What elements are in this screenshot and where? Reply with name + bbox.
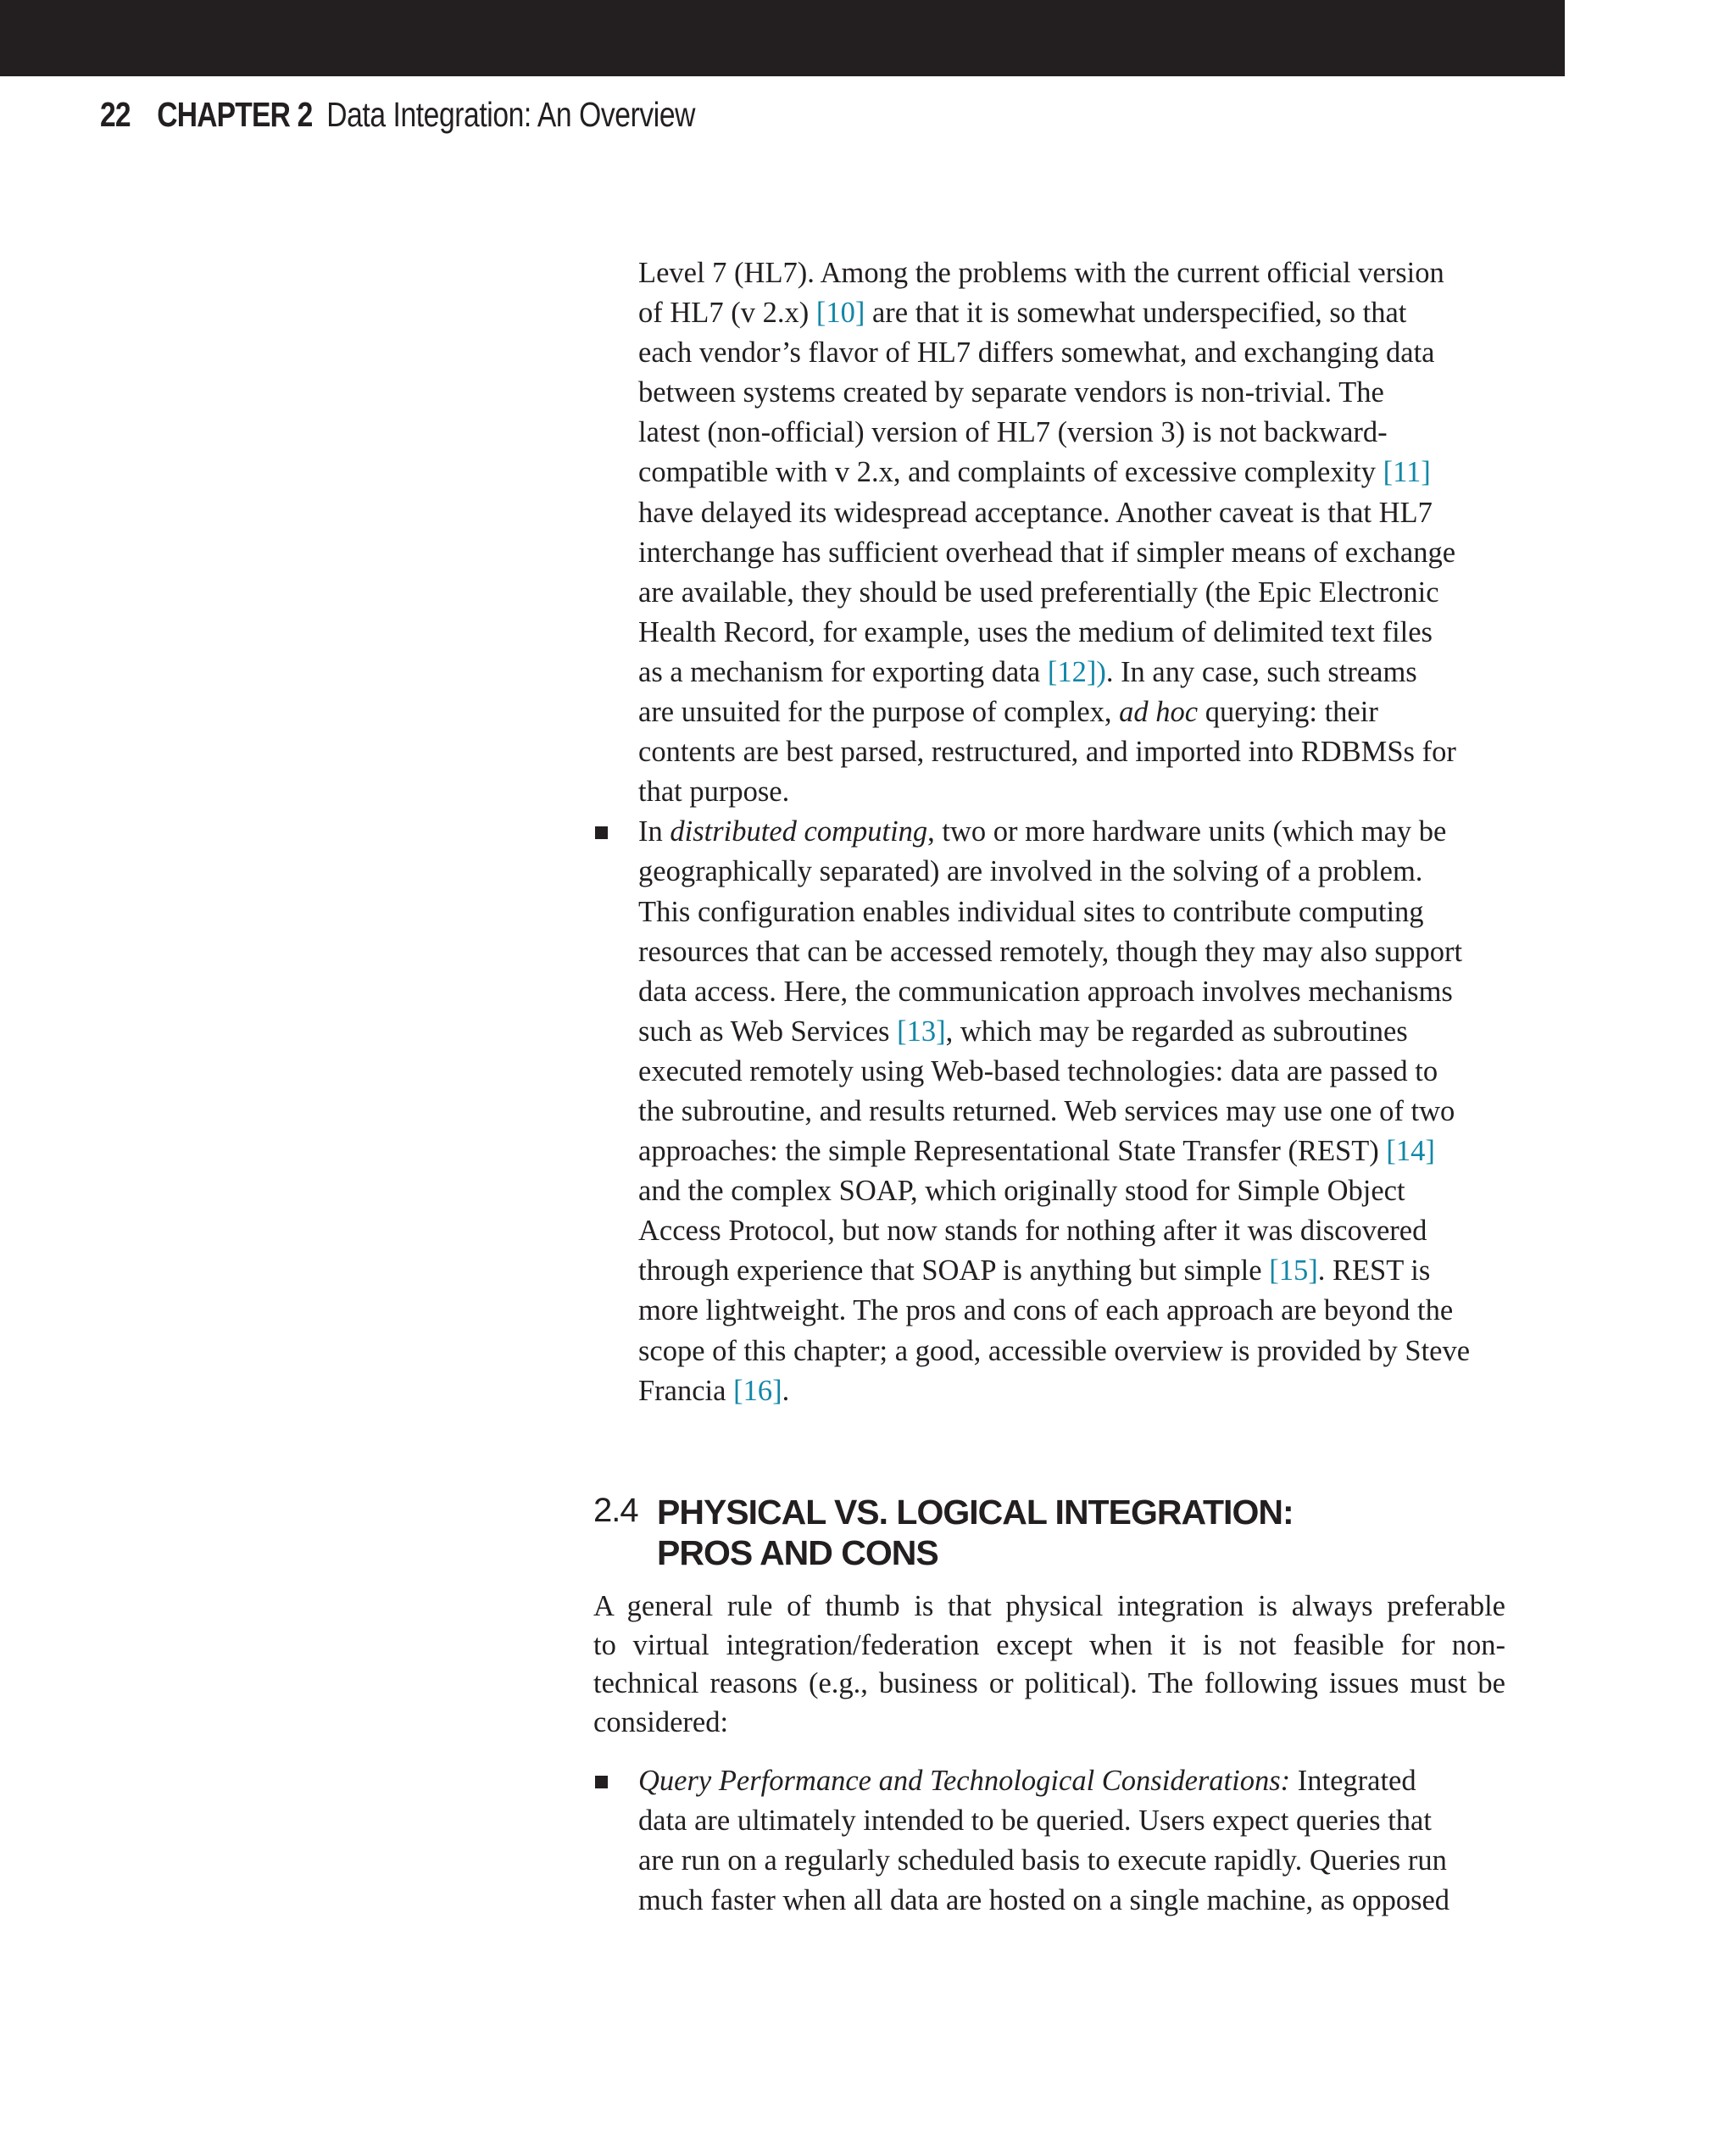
paragraph-line: technical reasons (e.g., business or political). The following issues must be [593, 1667, 1505, 1699]
text-line [593, 1332, 1509, 1371]
text-span: interchange has sufficient overhead that if simpler means of exchange [638, 536, 1456, 569]
text-line [593, 1371, 1509, 1411]
text-span: . In any case, such streams [1105, 655, 1417, 688]
text-line [593, 613, 1509, 653]
citation-link[interactable]: [10] [815, 297, 865, 330]
text-span: resources that can be accessed remotely, though they may also support [638, 935, 1463, 968]
top-bar [0, 0, 1565, 76]
text-span: between systems created by separate vendors is non-trivial. The [638, 376, 1384, 409]
section-title [657, 1492, 1294, 1573]
section-number: 2.4 [593, 1492, 638, 1529]
text-span: geographically separated) are involved in the solving of a problem. [638, 855, 1423, 888]
text-line [593, 1012, 1509, 1052]
citation-link[interactable]: [15] [1269, 1254, 1318, 1287]
text-line [593, 1251, 1509, 1291]
text-span: data access. Here, the communication approach involves mechanisms [638, 975, 1453, 1008]
text-span: latest (non-official) version of HL7 (version 3) is not backward- [638, 416, 1388, 449]
text-span: that purpose. [638, 776, 790, 809]
text-span: executed remotely using Web-based technologies: data are passed to [638, 1054, 1438, 1087]
italic-text: ad hoc [1119, 696, 1199, 729]
text-span: contents are best parsed, restructured, and imported into RDBMSs for [638, 736, 1456, 769]
paragraph-line: to virtual integration/federation except when it is not feasible for non- [593, 1628, 1505, 1661]
text-line [593, 1291, 1509, 1331]
text-line [593, 772, 1509, 812]
citation-link[interactable]: [12]) [1047, 655, 1106, 688]
text-span: scope of this chapter; a good, accessible overview is provided by Steve [638, 1334, 1471, 1367]
text-line [593, 812, 1509, 852]
body-block [593, 253, 1509, 1411]
text-line [593, 732, 1509, 772]
section-paragraph [593, 1588, 1505, 1742]
text-line [593, 333, 1509, 373]
text-span: and the complex SOAP, which originally stood for Simple Object [638, 1175, 1405, 1208]
text-span: more lightweight. The pros and cons of each approach are beyond the [638, 1294, 1454, 1327]
section-title-line-1: PHYSICAL VS. LOGICAL INTEGRATION: [657, 1493, 1294, 1532]
text-span: compatible with v 2.x, and complaints of excessive complexity [638, 456, 1383, 489]
text-span: In [638, 815, 670, 848]
text-span: Level 7 (HL7). Among the problems with the current official version [638, 257, 1444, 289]
text-line [593, 1092, 1509, 1132]
text-line [593, 653, 1509, 692]
text-line [593, 1801, 1509, 1841]
text-line [593, 1211, 1509, 1251]
text-span: of HL7 (v 2.x) [638, 297, 816, 330]
text-span: as a mechanism for exporting data [638, 655, 1048, 688]
running-head [100, 95, 695, 146]
text-span: through experience that SOAP is anything but simple [638, 1254, 1270, 1287]
chapter-label: CHAPTER 2 [157, 95, 313, 134]
text-line [593, 373, 1509, 413]
section-title-line-2: PROS AND CONS [657, 1533, 938, 1572]
citation-link[interactable]: [16] [733, 1374, 782, 1407]
text-span: data are ultimately intended to be queried. Users expect queries that [638, 1805, 1432, 1838]
text-span: approaches: the simple Representational State Transfer (REST) [638, 1135, 1387, 1168]
text-line [593, 573, 1509, 613]
text-line [593, 972, 1509, 1012]
page-number: 22 [100, 95, 131, 134]
text-span: Francia [638, 1374, 734, 1407]
text-span: . [782, 1374, 790, 1407]
bullet-square-icon [595, 826, 608, 839]
italic-text: Query Performance and Technological Considerations: [638, 1765, 1291, 1797]
text-line [593, 293, 1509, 333]
italic-text: distributed computing [670, 815, 928, 848]
text-line [593, 493, 1509, 533]
text-span: . REST is [1317, 1254, 1431, 1287]
chapter-title: Data Integration: An Overview [326, 95, 695, 134]
paragraph-line: A general rule of thumb is that physical integration is always preferable [593, 1590, 1505, 1622]
text-line [593, 1052, 1509, 1092]
text-span: This configuration enables individual sites to contribute computing [638, 895, 1424, 928]
text-span: the subroutine, and results returned. Web services may use one of two [638, 1094, 1455, 1127]
citation-link[interactable]: [11] [1383, 456, 1431, 489]
text-span: querying: their [1198, 696, 1378, 729]
text-line [593, 413, 1509, 453]
text-line [593, 453, 1509, 492]
text-line [593, 253, 1509, 293]
text-line [593, 1171, 1509, 1211]
text-span: are unsuited for the purpose of complex, [638, 696, 1120, 729]
text-line [593, 1761, 1509, 1801]
text-span: have delayed its widespread acceptance. Another caveat is that HL7 [638, 496, 1433, 529]
bullet-query-performance [593, 1761, 1509, 1921]
text-span: each vendor’s flavor of HL7 differs somewhat, and exchanging data [638, 336, 1435, 370]
text-line [593, 1132, 1509, 1171]
bullet-square-icon [595, 1776, 608, 1788]
continued-bullet-text [593, 253, 1509, 812]
text-span: are that it is somewhat underspecified, so that [865, 297, 1407, 330]
text-span: , two or more hardware units (which may be [927, 815, 1447, 848]
text-span: are run on a regularly scheduled basis to execute rapidly. Queries run [638, 1844, 1447, 1877]
text-line [593, 692, 1509, 732]
text-line [593, 852, 1509, 892]
text-span: Integrated [1290, 1765, 1416, 1797]
text-line [593, 1841, 1509, 1881]
text-line [593, 893, 1509, 932]
text-span: , which may be regarded as subroutines [945, 1015, 1408, 1048]
text-span: Access Protocol, but now stands for nothing after it was discovered [638, 1215, 1427, 1248]
text-span: much faster when all data are hosted on a single machine, as opposed [638, 1884, 1450, 1917]
bullet-distributed-computing [593, 812, 1509, 1410]
paragraph-line: considered: [593, 1705, 729, 1738]
citation-link[interactable]: [14] [1386, 1135, 1435, 1168]
citation-link[interactable]: [13] [897, 1015, 946, 1048]
text-span: such as Web Services [638, 1015, 898, 1048]
text-line [593, 1881, 1509, 1921]
text-line [593, 533, 1509, 573]
text-span: are available, they should be used preferentially (the Epic Electronic [638, 576, 1439, 609]
text-span: Health Record, for example, uses the medium of delimited text files [638, 615, 1433, 648]
text-line [593, 932, 1509, 972]
